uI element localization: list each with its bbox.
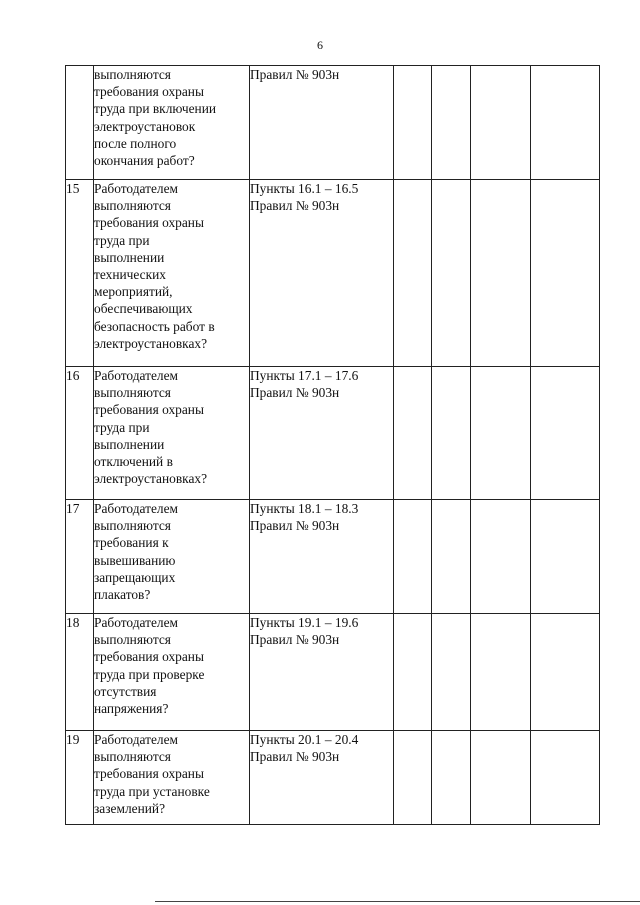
question-line: обеспечивающих: [94, 301, 193, 317]
answer-cell-na: [471, 180, 531, 367]
answer-cell-no: [432, 367, 471, 500]
question-line: труда при проверке: [94, 666, 205, 682]
question-line: вывешиванию: [94, 552, 176, 568]
question-line: выполняются: [94, 518, 171, 534]
question-cell: [94, 180, 250, 367]
reference-line: Правил № 903н: [250, 749, 340, 765]
question-line: электроустановок: [94, 118, 196, 134]
question-line: отсутствия: [94, 683, 157, 699]
row-number: [66, 66, 94, 180]
question-line: Работодателем: [94, 732, 179, 747]
reference-line: Правил № 903н: [250, 67, 340, 82]
reference-cell: [250, 180, 394, 367]
question-line: требования к: [94, 535, 169, 551]
question-cell: [94, 614, 250, 731]
reference-line: Правил № 903н: [250, 385, 340, 401]
question-line: труда при: [94, 419, 150, 435]
question-line: после полного: [94, 135, 177, 151]
question-cell: [94, 367, 250, 500]
notes-cell: [531, 180, 600, 367]
question-line: выполнении: [94, 249, 165, 265]
reference-cell: [250, 614, 394, 731]
page-number: 6: [317, 38, 323, 52]
reference-line: Правил № 903н: [250, 632, 340, 648]
question-line: заземлений?: [94, 800, 166, 816]
row-number: 15: [66, 180, 94, 367]
question-line: выполняются: [94, 632, 171, 648]
answer-cell-yes: [394, 180, 432, 367]
reference-line: Пункты 19.1 – 19.6: [250, 615, 359, 630]
question-line: требования охраны: [94, 649, 204, 665]
page-bottom-rule: [155, 901, 640, 902]
question-cell: [94, 500, 250, 614]
reference-line: Правил № 903н: [250, 198, 340, 214]
question-line: выполняются: [94, 198, 171, 214]
question-line: выполняются: [94, 749, 171, 765]
table-row: [66, 731, 600, 825]
row-number: 18: [66, 614, 94, 731]
answer-cell-no: [432, 614, 471, 731]
reference-line: Пункты 17.1 – 17.6: [250, 368, 359, 383]
answer-cell-no: [432, 66, 471, 180]
notes-cell: [531, 500, 600, 614]
table-row: [66, 614, 600, 731]
answer-cell-no: [432, 731, 471, 825]
notes-cell: [531, 614, 600, 731]
question-line: труда при включении: [94, 101, 217, 117]
question-line: требования охраны: [94, 402, 204, 418]
answer-cell-na: [471, 66, 531, 180]
table-row: [66, 500, 600, 614]
question-line: запрещающих: [94, 569, 176, 585]
answer-cell-no: [432, 180, 471, 367]
table-row: [66, 180, 600, 367]
reference-line: Пункты 20.1 – 20.4: [250, 732, 359, 747]
reference-line: Пункты 18.1 – 18.3: [250, 501, 359, 516]
question-line: труда при установке: [94, 783, 210, 799]
answer-cell-yes: [394, 614, 432, 731]
answer-cell-yes: [394, 66, 432, 180]
question-line: мероприятий,: [94, 284, 173, 300]
answer-cell-yes: [394, 500, 432, 614]
question-line: безопасность работ в: [94, 318, 215, 334]
reference-line: Пункты 16.1 – 16.5: [250, 181, 359, 196]
question-line: выполняются: [94, 385, 171, 401]
question-cell: [94, 66, 250, 180]
question-line: Работодателем: [94, 368, 179, 383]
answer-cell-na: [471, 731, 531, 825]
question-cell: [94, 731, 250, 825]
row-number: 17: [66, 500, 94, 614]
notes-cell: [531, 367, 600, 500]
reference-cell: [250, 731, 394, 825]
question-line: Работодателем: [94, 181, 179, 196]
answer-cell-na: [471, 367, 531, 500]
question-line: электроустановках?: [94, 471, 208, 487]
question-line: Работодателем: [94, 501, 179, 516]
question-line: технических: [94, 267, 166, 283]
answer-cell-no: [432, 500, 471, 614]
answer-cell-na: [471, 500, 531, 614]
question-line: выполняются: [94, 67, 171, 82]
row-number: 19: [66, 731, 94, 825]
table-row: [66, 367, 600, 500]
reference-cell: [250, 66, 394, 180]
question-line: труда при: [94, 232, 150, 248]
notes-cell: [531, 66, 600, 180]
table-row: [66, 66, 600, 180]
question-line: окончания работ?: [94, 153, 195, 169]
question-line: электроустановках?: [94, 335, 208, 351]
question-line: отключений в: [94, 454, 173, 470]
reference-line: Правил № 903н: [250, 518, 340, 534]
question-line: выполнении: [94, 436, 165, 452]
question-line: требования охраны: [94, 766, 204, 782]
notes-cell: [531, 731, 600, 825]
question-line: плакатов?: [94, 587, 151, 603]
question-line: Работодателем: [94, 615, 179, 630]
row-number: 16: [66, 367, 94, 500]
answer-cell-yes: [394, 731, 432, 825]
question-line: напряжения?: [94, 701, 169, 717]
question-line: требования охраны: [94, 84, 204, 100]
question-line: требования охраны: [94, 215, 204, 231]
checklist-table: [65, 65, 600, 825]
reference-cell: [250, 500, 394, 614]
answer-cell-yes: [394, 367, 432, 500]
answer-cell-na: [471, 614, 531, 731]
reference-cell: [250, 367, 394, 500]
